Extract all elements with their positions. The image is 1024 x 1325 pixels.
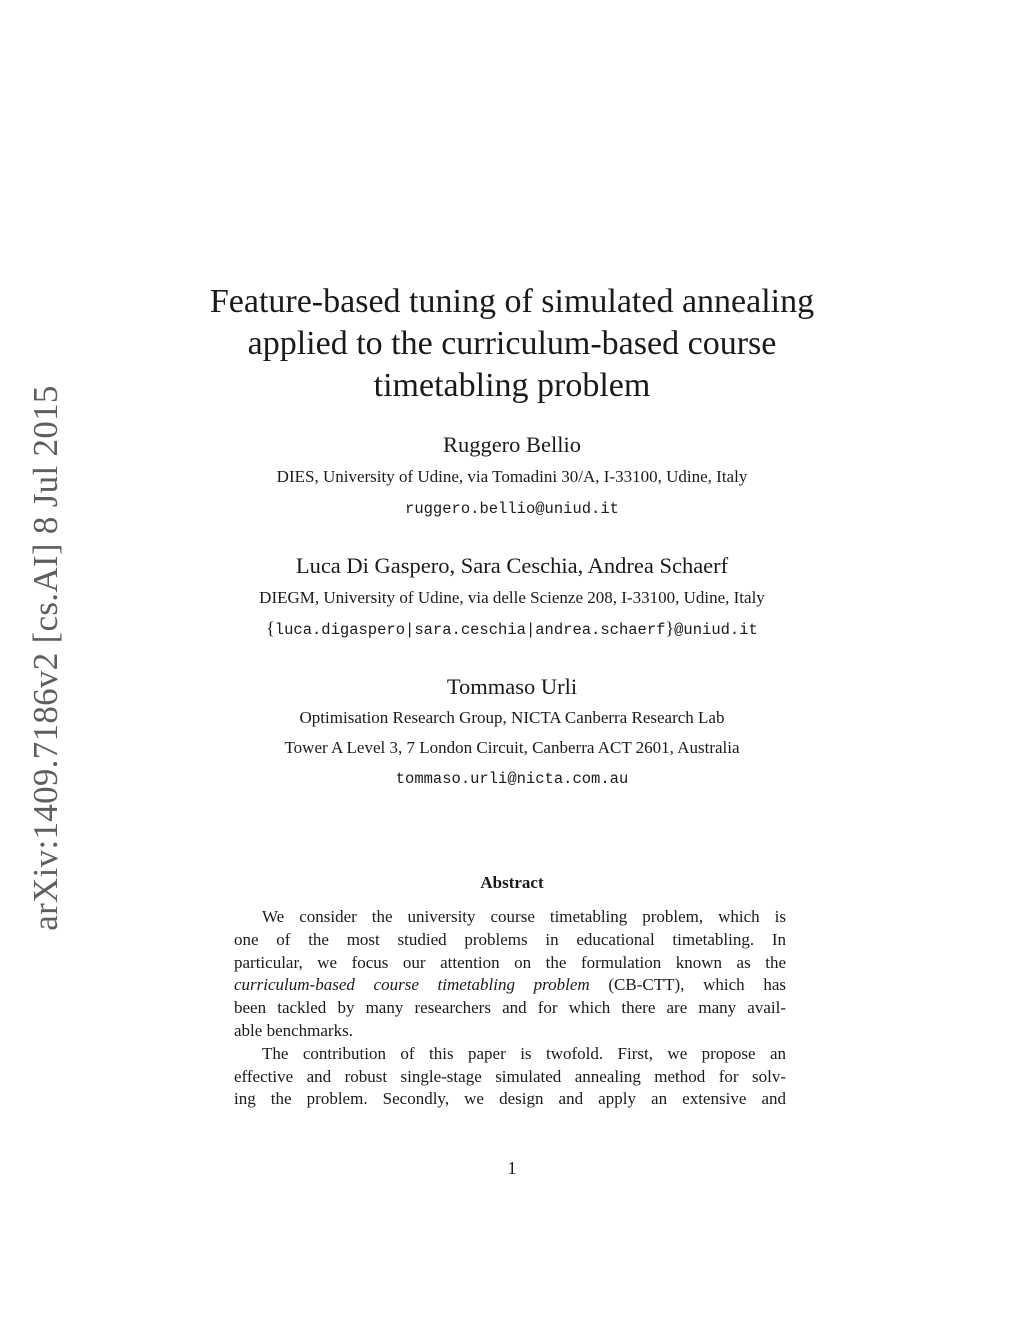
- abstract-line: able benchmarks.: [234, 1020, 353, 1040]
- email-domain: @uniud.it: [674, 621, 758, 639]
- abstract-heading: Abstract: [480, 873, 544, 892]
- abstract-line: been tackled by many researchers and for which there are many avail-: [234, 998, 786, 1018]
- abstract-line: ing the problem. Secondly, we design and apply an extensive and: [234, 1089, 786, 1109]
- abstract-body: [234, 906, 786, 1111]
- abstract-line-rest: (CB-CTT), which has: [589, 975, 786, 995]
- paper-title: [0, 281, 1024, 407]
- affiliation-3-line1: Optimisation Research Group, NICTA Canberra Research Lab: [299, 708, 725, 727]
- italic-term: curriculum-based course timetabling problem: [234, 975, 590, 995]
- abstract-line: We consider the university course timetabling problem, which is: [262, 907, 786, 926]
- affiliation-1: DIES, University of Udine, via Tomadini 30/A, I-33100, Udine, Italy: [276, 467, 748, 486]
- title-line: timetabling problem: [373, 367, 651, 404]
- author-names-2: Luca Di Gaspero, Sara Ceschia, Andrea Schaerf: [295, 553, 729, 578]
- email-3[interactable]: tommaso.urli@nicta.com.au: [395, 770, 629, 788]
- page-number: 1: [507, 1158, 517, 1178]
- affiliation-3-line2: Tower A Level 3, 7 London Circuit, Canberra ACT 2601, Australia: [284, 738, 740, 757]
- title-line: Feature-based tuning of simulated annealing: [209, 283, 815, 320]
- abstract-line: one of the most studied problems in educational timetabling. In: [234, 929, 786, 949]
- affiliation-2: DIEGM, University of Udine, via delle Scienze 208, I-33100, Udine, Italy: [259, 588, 765, 607]
- abstract-line: effective and robust single-stage simulated annealing method for solv-: [234, 1066, 786, 1086]
- author-names-1: Ruggero Bellio: [442, 432, 582, 457]
- email-brace-open: {: [266, 618, 275, 638]
- email-2[interactable]: [0, 618, 1024, 639]
- author-names-3: Tommaso Urli: [446, 674, 578, 699]
- title-line: applied to the curriculum-based course: [247, 325, 777, 362]
- email-1[interactable]: ruggero.bellio@uniud.it: [405, 500, 619, 518]
- email-brace-close: }: [665, 618, 675, 638]
- email-users: luca.digaspero|sara.ceschia|andrea.schaerf: [274, 621, 666, 639]
- abstract-line: particular, we focus our attention on the formulation known as the: [234, 952, 786, 972]
- arxiv-identifier-stamp: arXiv:1409.7186v2 [cs.AI] 8 Jul 2015: [26, 385, 65, 931]
- abstract-line: [234, 974, 786, 997]
- abstract-line: The contribution of this paper is twofold. First, we propose an: [262, 1043, 786, 1063]
